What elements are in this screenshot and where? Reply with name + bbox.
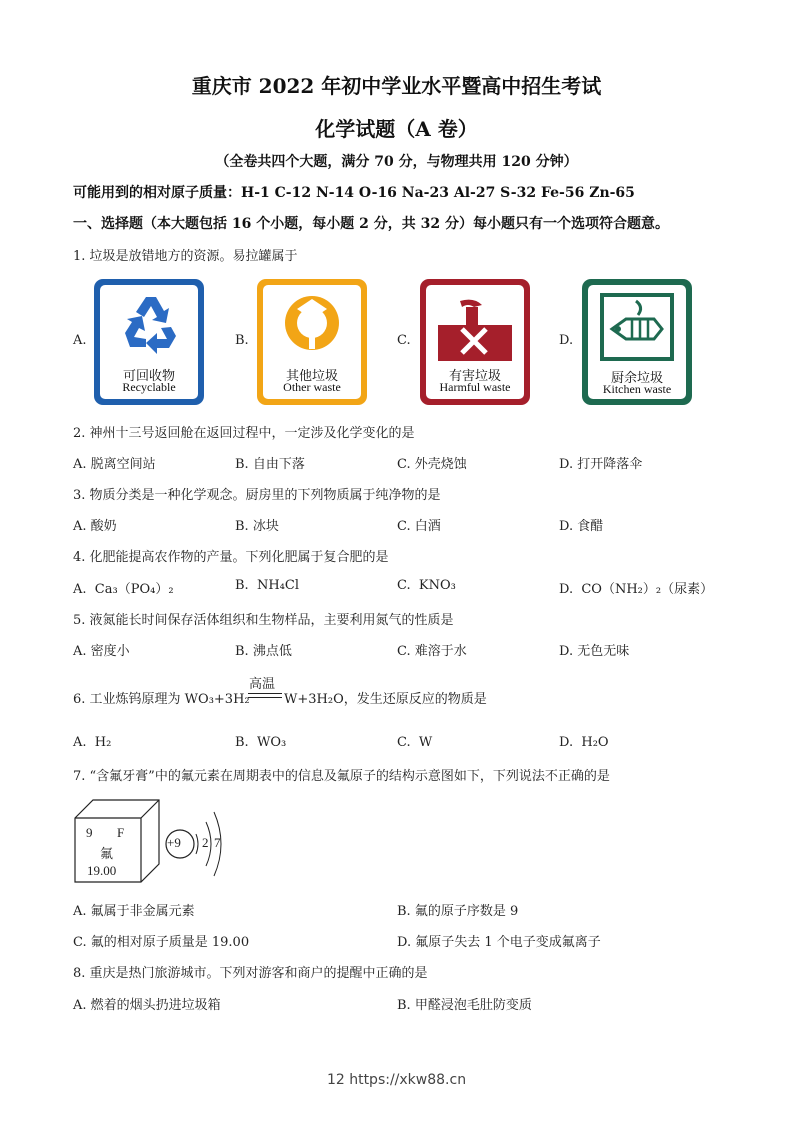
q2-stem: 2. 神州十三号返回舱在返回过程中，一定涉及化学变化的是 (73, 426, 415, 441)
q7-option-b: B. 氟的原子序数是 9 (397, 904, 519, 919)
q6-option-a (73, 735, 111, 750)
q3-stem: 3. 物质分类是一种化学观念。厨房里的下列物质属于纯净物的是 (73, 488, 441, 503)
recyclable-cn: 可回收物 (122, 369, 175, 384)
q6-label-b: B. (235, 735, 249, 750)
q2-option-c: C. 外壳烧蚀 (397, 457, 467, 472)
atom-shell-1: 2 (202, 835, 209, 850)
q1-label-b: B. (235, 333, 249, 348)
q5-option-c: C. 难溶于水 (397, 644, 467, 659)
harmful-waste-bin (420, 279, 530, 405)
q4-option-d (559, 578, 713, 597)
section-heading: 一、选择题（本大题包括 16 个小题，每小题 2 分，共 32 分）每小题只有一个选项符合题意。 (73, 216, 669, 232)
q6-option-d (559, 735, 609, 750)
q1-label-a: A. (73, 333, 87, 348)
other-waste-bin (257, 279, 367, 405)
q4-label-b: B. (235, 578, 249, 593)
q4-stem: 4. 化肥能提高农作物的产量。下列化肥属于复合肥的是 (73, 550, 389, 565)
atom-nucleus: +9 (167, 835, 181, 850)
q8-stem: 8. 重庆是热门旅游城市。下列对游客和商户的提醒中正确的是 (73, 966, 428, 981)
q1-label-d: D. (559, 333, 574, 348)
q5-option-d: D. 无色无味 (559, 644, 630, 659)
kitchen-waste-bin (582, 279, 692, 405)
q6-label-c: C. (397, 735, 411, 750)
q4-label-a: A. (73, 582, 87, 597)
element-mass: 19.00 (87, 863, 117, 878)
kitchen-waste-cn: 厨余垃圾 (610, 371, 663, 386)
q2-option-a: A. 脱离空间站 (73, 457, 156, 472)
q6-option-c (397, 735, 432, 750)
q4-label-d: D. (559, 582, 574, 597)
q6-condition: 高温 (249, 677, 276, 692)
kitchen-waste-en: Kitchen waste (602, 382, 672, 396)
q1-label-c: C. (397, 333, 411, 348)
harmful-waste-cn: 有害垃圾 (448, 369, 501, 384)
q4-option-c (397, 578, 456, 593)
element-number: 9 (86, 825, 93, 840)
q6-value-a: H₂ (94, 735, 112, 750)
exam-subtitle: 化学试题（A 卷） (315, 117, 478, 141)
element-name: 氟 (100, 847, 114, 862)
recyclable-bin (94, 279, 204, 405)
q1-stem: 1. 垃圾是放错地方的资源。易拉罐属于 (73, 249, 298, 264)
q8-option-a: A. 燃着的烟头扔进垃圾箱 (73, 998, 221, 1013)
q2-option-d: D. 打开降落伞 (559, 457, 643, 472)
exam-note: （全卷共四个大题，满分 70 分，与物理共用 120 分钟） (215, 154, 578, 170)
q5-option-a: A. 密度小 (73, 644, 130, 659)
q4-value-d: CO（NH₂）₂（尿素） (581, 582, 714, 597)
q6-stem-post: W+3H₂O，发生还原反应的物质是 (284, 692, 487, 707)
q4-option-b (235, 578, 299, 593)
atomic-mass-line: 可能用到的相对原子质量：H-1 C-12 N-14 O-16 Na-23 Al-27 S-32 Fe-56 Zn-65 (73, 185, 635, 201)
other-waste-icon (277, 291, 347, 361)
q4-value-b: NH₄Cl (256, 578, 299, 593)
other-waste-cn: 其他垃圾 (285, 369, 338, 384)
q6-label-a: A. (73, 735, 87, 750)
page-footer[interactable]: 12 https://xkw88.cn (326, 1072, 467, 1088)
q8-option-b: B. 甲醛浸泡毛肚防变质 (397, 998, 532, 1013)
q4-value-a: Ca₃（PO₄）₂ (94, 582, 174, 597)
q7-stem: 7. “含氟牙膏”中的氟元素在周期表中的信息及氟原子的结构示意图如下，下列说法不正确的是 (73, 769, 610, 784)
q5-stem: 5. 液氮能长时间保存活体组织和生物样品，主要利用氮气的性质是 (73, 613, 454, 628)
recyclable-en: Recyclable (122, 380, 176, 394)
recycle-icon (116, 291, 182, 357)
q6-label-d: D. (559, 735, 574, 750)
q4-label-c: C. (397, 578, 411, 593)
q6-value-b: WO₃ (256, 735, 287, 750)
atom-shell-2: 7 (214, 835, 221, 850)
q7-option-a: A. 氟属于非金属元素 (73, 904, 195, 919)
kitchen-waste-icon (596, 289, 678, 365)
other-waste-en: Other waste (283, 380, 341, 394)
q6-equals-sign (248, 693, 282, 698)
harmful-waste-icon (434, 291, 516, 361)
q4-option-a (73, 578, 174, 597)
q7-option-c: C. 氟的相对原子质量是 19.00 (73, 935, 250, 950)
q6-value-d: H₂O (581, 735, 609, 750)
q3-option-d: D. 食醋 (559, 519, 604, 534)
q7-option-d: D. 氟原子失去 1 个电子变成氟离子 (397, 935, 601, 950)
q6-value-c: W (418, 735, 433, 750)
q3-option-c: C. 白酒 (397, 519, 441, 534)
q5-option-b: B. 沸点低 (235, 644, 292, 659)
element-symbol: F (117, 825, 125, 840)
q6-option-b (235, 735, 286, 750)
harmful-waste-en: Harmful waste (439, 380, 511, 394)
q2-option-b: B. 自由下落 (235, 457, 305, 472)
q3-option-a: A. 酸奶 (73, 519, 117, 534)
q3-option-b: B. 冰块 (235, 519, 279, 534)
q4-value-c: KNO₃ (418, 578, 456, 593)
exam-title: 重庆市 2022 年初中学业水平暨高中招生考试 (191, 74, 602, 98)
q6-stem-pre: 6. 工业炼钨原理为 WO₃+3H₂ (73, 692, 250, 707)
